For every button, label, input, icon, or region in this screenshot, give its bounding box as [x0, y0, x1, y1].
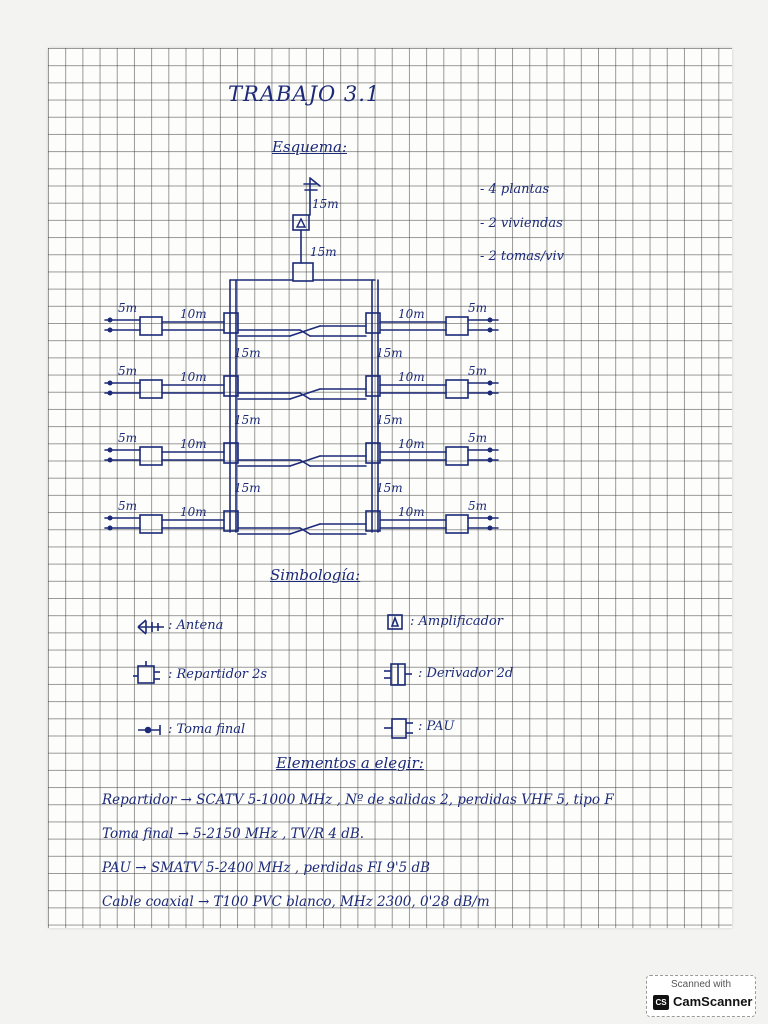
riser-length-label: 15m — [376, 481, 403, 495]
element-cable-coaxial: Cable coaxial → T100 PVC blanco, MHz 2300, 0'28 dB/m — [102, 894, 490, 910]
riser-length-label: 15m — [234, 413, 261, 427]
riser-length-label: 15m — [234, 346, 261, 360]
cable-length-label: 10m — [398, 437, 425, 451]
note-plantas: - 4 plantas — [480, 182, 550, 197]
cable-length-label: 15m — [312, 197, 339, 211]
splitter-icon — [133, 661, 160, 683]
scanner-caption: Scanned with — [670, 979, 732, 990]
cable-length-label: 10m — [398, 505, 425, 519]
cable-length-label: 5m — [468, 301, 488, 315]
amplifier-icon — [388, 615, 402, 629]
pau-icon — [384, 719, 413, 738]
legend-label-derivador: : Derivador 2d — [418, 666, 514, 681]
legend-label-toma: : Toma final — [168, 722, 246, 737]
element-toma-final: Toma final → 5-2150 MHz , TV/R 4 dB. — [102, 826, 365, 842]
note-viviendas: - 2 viviendas — [480, 216, 563, 231]
cable-length-label: 5m — [468, 499, 488, 513]
camscanner-logo-icon: CS — [653, 995, 669, 1010]
camscanner-badge — [646, 975, 756, 1017]
cable-length-label: 10m — [398, 307, 425, 321]
tap-icon — [384, 664, 412, 685]
element-repartidor: Repartidor → SCATV 5-1000 MHz , Nº de salidas 2, perdidas VHF 5, tipo F — [102, 792, 614, 808]
page-title: TRABAJO 3.1 — [228, 82, 381, 106]
esquema-heading: Esquema: — [272, 138, 348, 156]
simbologia-heading: Simbología: — [270, 566, 361, 584]
cable-length-label: 5m — [468, 431, 488, 445]
cable-length-label: 5m — [118, 499, 138, 513]
legend-label-antena: : Antena — [168, 618, 224, 633]
antenna-icon — [138, 620, 164, 634]
cable-length-label: 10m — [180, 370, 207, 384]
cable-length-label: 5m — [118, 364, 138, 378]
scanner-brand: CamScanner — [673, 994, 753, 1009]
cable-length-label: 10m — [398, 370, 425, 384]
element-pau: PAU → SMATV 5-2400 MHz , perdidas FI 9'5 dB — [102, 860, 431, 876]
riser-length-label: 15m — [234, 481, 261, 495]
cable-length-label: 10m — [180, 307, 207, 321]
outlet-icon — [138, 725, 160, 735]
cable-length-label: 10m — [180, 505, 207, 519]
cable-length-label: 15m — [310, 245, 337, 259]
elementos-heading: Elementos a elegir: — [276, 754, 424, 772]
cable-length-label: 10m — [180, 437, 207, 451]
legend-label-amplificador: : Amplificador — [410, 614, 503, 629]
riser-length-label: 15m — [376, 346, 403, 360]
legend-label-pau: : PAU — [418, 719, 455, 734]
cable-length-label: 5m — [118, 431, 138, 445]
cable-length-label: 5m — [468, 364, 488, 378]
note-tomas: - 2 tomas/viv — [480, 249, 564, 264]
cable-length-label: 5m — [118, 301, 138, 315]
riser-length-label: 15m — [376, 413, 403, 427]
legend-label-repartidor: : Repartidor 2s — [168, 667, 268, 682]
